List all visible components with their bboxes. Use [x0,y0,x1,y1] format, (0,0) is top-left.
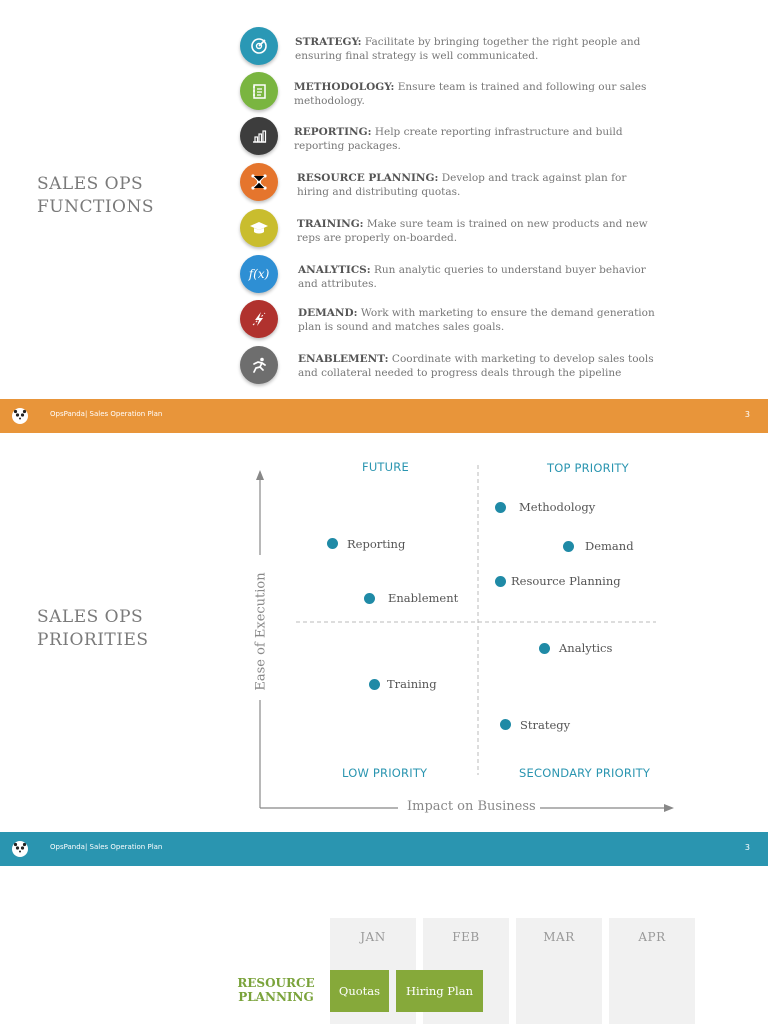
function-text: STRATEGY: Facilitate by bringing together the right people and ensuring final strategy is well communicated. [295,36,641,62]
function-text: TRAINING: Make sure team is trained on new products and new reps are properly on-boarded. [297,218,648,244]
point-label: Reporting [347,537,406,551]
function-icon: f(x) [240,255,278,293]
quadrant-label-future: FUTURE [362,460,409,474]
point-label: Resource Planning [511,574,621,588]
row-label-resource-planning [226,976,326,1004]
footer-text: OpsPanda| Sales Operation Plan [50,843,163,851]
panda-logo-icon [12,841,28,857]
point-methodology [495,502,506,513]
quadrant-label-low-priority: LOW PRIORITY [342,766,428,780]
month-label: FEB [452,930,480,944]
point-label: Analytics [559,641,613,655]
title-line-2: PRIORITIES [37,630,149,650]
function-text: ANALYTICS: Run analytic queries to understand buyer behavior and attributes. [298,264,646,290]
quadrant-label-secondary-priority: SECONDARY PRIORITY [519,766,651,780]
title-line-1: SALES OPS [37,607,144,627]
point-label: Demand [585,539,634,553]
x-axis-label: Impact on Business [407,799,536,814]
point-training [369,679,380,690]
month-label: MAR [543,930,575,944]
point-resource-planning [495,576,506,587]
point-strategy [500,719,511,730]
point-label: Training [387,677,437,691]
point-reporting [327,538,338,549]
slide-footer [0,832,768,866]
quadrant-label-top-priority: TOP PRIORITY [547,461,629,475]
month-label: JAN [360,930,386,944]
title-line-2: FUNCTIONS [37,197,155,217]
point-label: Enablement [388,591,459,605]
row-label-line-1: RESOURCE [237,976,315,990]
page-number: 3 [744,843,750,852]
month-label: APR [638,930,666,944]
point-label: Methodology [519,500,596,514]
month-column-mar [516,918,602,1024]
function-text: ENABLEMENT: Coordinate with marketing to develop sales tools and collateral needed to progress deals through the pipeline [298,353,654,379]
footer-text: OpsPanda| Sales Operation Plan [50,410,163,418]
page-number: 3 [744,410,750,419]
month-column-apr [609,918,695,1024]
row-label-line-2: PLANNING [238,990,314,1004]
y-axis-label: Ease of Execution [253,572,269,691]
function-text: METHODOLOGY: Ensure team is trained and following our sales methodology. [294,81,647,107]
point-label: Strategy [520,718,571,732]
point-demand [563,541,574,552]
point-analytics [539,643,550,654]
function-text: DEMAND: Work with marketing to ensure the demand generation plan is sound and matches sales goals. [298,307,655,333]
point-enablement [364,593,375,604]
function-text: RESOURCE PLANNING: Develop and track against plan for hiring and distributing quotas. [297,172,627,198]
title-line-1: SALES OPS [37,174,144,194]
task-quotas: Quotas [330,970,389,1012]
task-hiring-plan: Hiring Plan [396,970,483,1012]
function-text: REPORTING: Help create reporting infrastructure and build reporting packages. [294,126,623,152]
